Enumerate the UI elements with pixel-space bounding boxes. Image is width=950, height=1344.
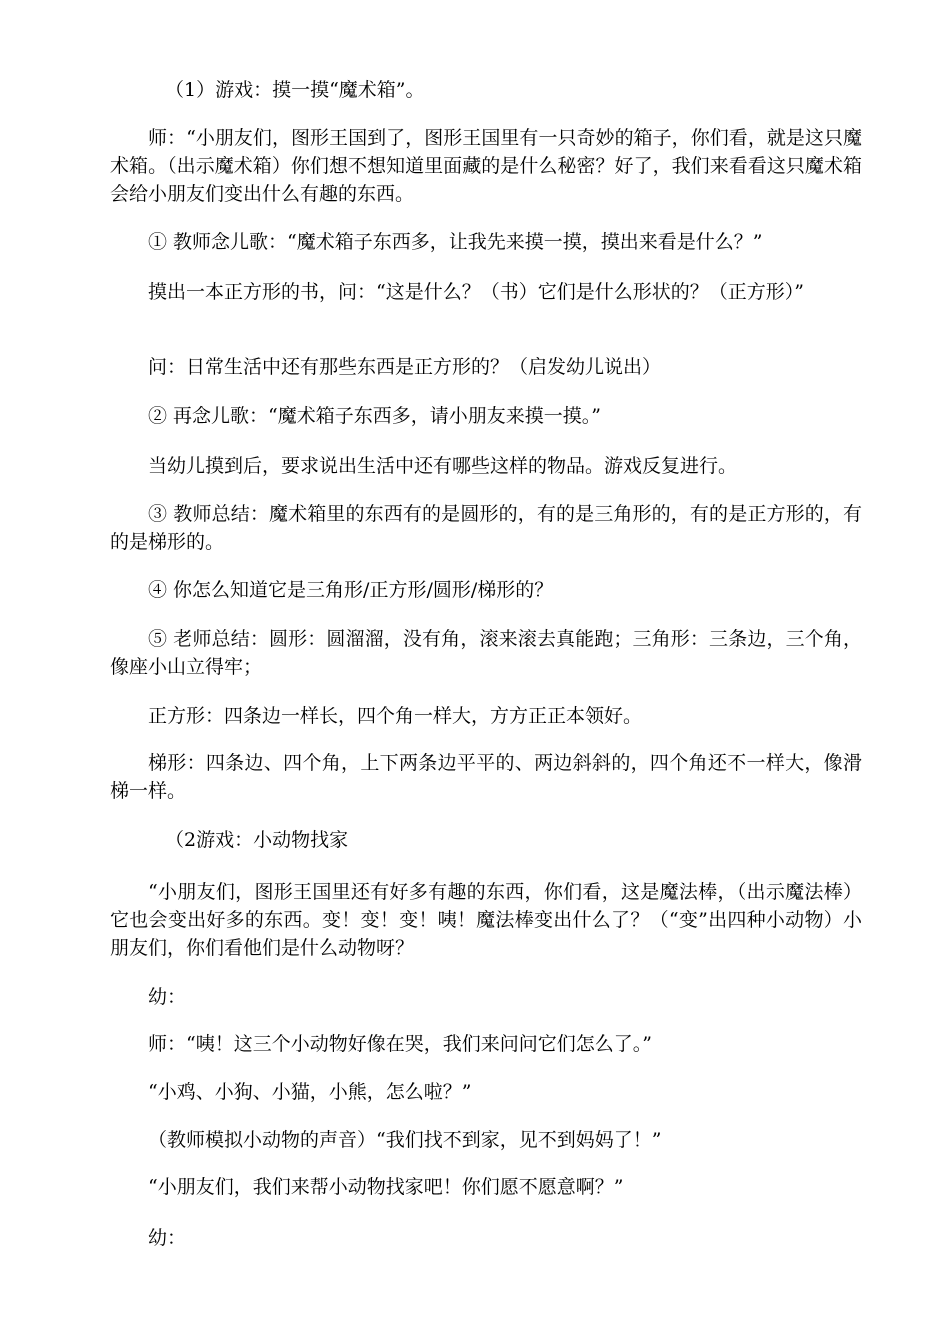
- paragraph-square-rhyme: 正方形：四条边一样长，四个角一样大，方方正正本领好。: [148, 705, 643, 727]
- paragraph-animals-question: “小鸡、小狗、小猫，小熊，怎么啦？”: [148, 1081, 472, 1103]
- section-heading-game-1: （1）游戏：摸一摸“魔术箱”。: [165, 79, 425, 101]
- paragraph-magic-wand: “小朋友们，图形王国里还有好多有趣的东西，你们看，这是魔法棒，（出示魔法棒）它也会变出好多的东西。变！变！变！咦！魔法棒变出什么了？（“变”出四种小动物）小朋友们，你们看他们是什么动物呀？: [110, 881, 862, 959]
- paragraph-step-2: ② 再念儿歌：“魔术箱子东西多，请小朋友来摸一摸。”: [148, 405, 601, 427]
- paragraph-animal-voice: （教师模拟小动物的声音）“我们找不到家，见不到妈妈了！”: [148, 1129, 662, 1151]
- paragraph-repeat: 当幼儿摸到后，要求说出生活中还有哪些这样的物品。游戏反复进行。: [148, 455, 738, 477]
- section-heading-game-2: （2游戏：小动物找家: [165, 829, 349, 851]
- paragraph-teacher-intro: 师：“小朋友们，图形王国到了，图形王国里有一只奇妙的箱子，你们看，就是这只魔术箱。（出示魔术箱）你们想不想知道里面藏的是什么秘密？好了，我们来看看这只魔术箱会给小朋友们变出什么有趣的东西。: [110, 127, 862, 205]
- paragraph-step-1: ① 教师念儿歌：“魔术箱子东西多，让我先来摸一摸，摸出来看是什么？”: [148, 231, 763, 253]
- paragraph-square-book: 摸出一本正方形的书，问：“这是什么？（书）它们是什么形状的？（正方形）”: [148, 281, 804, 303]
- paragraph-help-find-home: “小朋友们，我们来帮小动物找家吧！你们愿不愿意啊？”: [148, 1176, 624, 1198]
- paragraph-child-reply-1: 幼：: [148, 986, 187, 1008]
- paragraph-teacher-crying: 师：“咦！这三个小动物好像在哭，我们来问问它们怎么了。”: [148, 1033, 652, 1055]
- paragraph-step-3: ③ 教师总结：魔术箱里的东西有的是圆形的，有的是三角形的，有的是正方形的，有的是梯形的。: [110, 503, 862, 553]
- paragraph-step-4: ④ 你怎么知道它是三角形/正方形/圆形/梯形的？: [148, 579, 554, 601]
- paragraph-step-5: ⑤ 老师总结：圆形：圆溜溜，没有角，滚来滚去真能跑；三角形：三条边，三个角，像座小山立得牢；: [110, 628, 862, 678]
- paragraph-trapezoid-rhyme: 梯形：四条边、四个角，上下两条边平平的、两边斜斜的，四个角还不一样大，像滑梯一样。: [110, 752, 862, 802]
- paragraph-child-reply-2: 幼：: [148, 1227, 187, 1249]
- paragraph-question: 问：日常生活中还有那些东西是正方形的？（启发幼儿说出）: [148, 356, 662, 378]
